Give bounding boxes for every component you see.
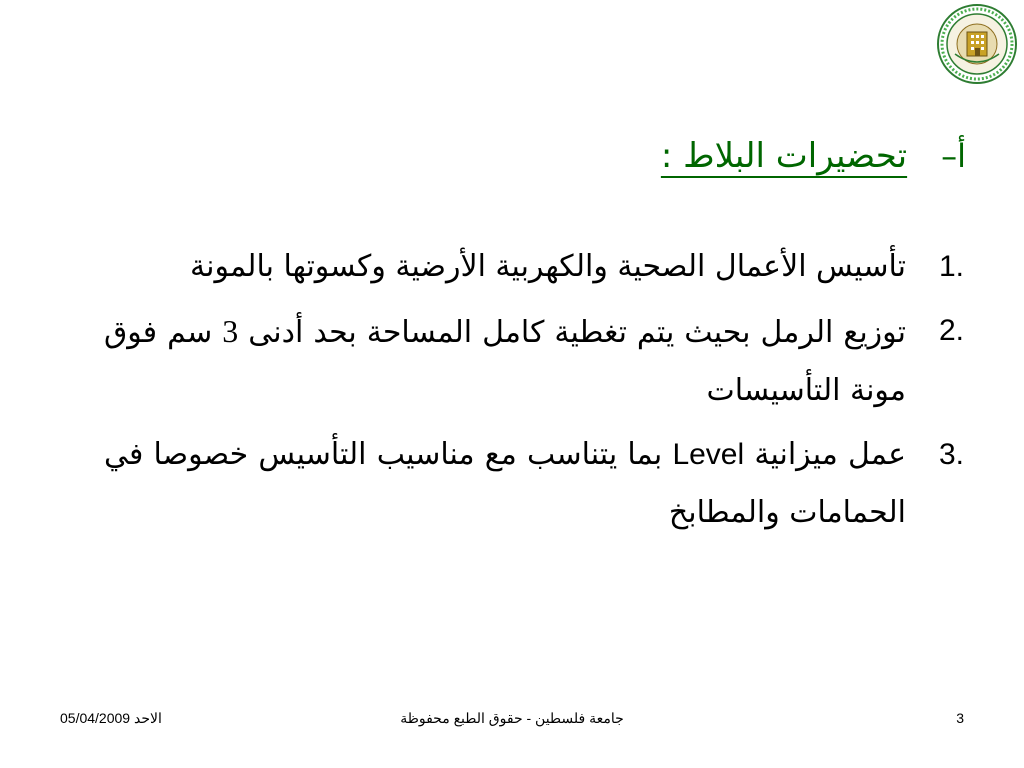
list-item bbox=[104, 302, 964, 420]
footer-page-number: 3 bbox=[956, 710, 964, 726]
list-item-number: 1. bbox=[938, 250, 964, 283]
list-item-value: 3 bbox=[222, 313, 239, 349]
footer-copyright: جامعة فلسطين - حقوق الطبع محفوظة bbox=[400, 710, 624, 726]
list-item bbox=[104, 238, 964, 296]
list-item-text-part: عمل ميزانية bbox=[754, 437, 907, 472]
list-item-text bbox=[104, 426, 906, 542]
list-item-text-part: سم فوق مونة التأسيسات bbox=[104, 315, 906, 408]
list-item-text-part: بما يتناسب مع مناسيب التأسيس خصوصا في الحمامات والمطابخ bbox=[104, 437, 906, 530]
list-item-text-part: توزيع الرمل بحيث يتم تغطية كامل المساحة بحد أدنى bbox=[248, 315, 906, 350]
slide-content-list bbox=[104, 238, 964, 548]
slide-heading bbox=[661, 128, 966, 184]
list-item bbox=[104, 426, 964, 542]
university-seal-icon bbox=[937, 4, 1017, 84]
heading-marker: أ– bbox=[941, 137, 966, 175]
footer-date: الاحد 05/04/2009 bbox=[60, 710, 162, 726]
list-item-number: 3. bbox=[938, 438, 964, 471]
university-logo bbox=[937, 4, 1017, 84]
list-item-text: تأسيس الأعمال الصحية والكهربية الأرضية وكسوتها بالمونة bbox=[190, 249, 906, 284]
list-item-number: 2. bbox=[938, 314, 964, 347]
list-item-text bbox=[104, 302, 906, 420]
list-item-latin-word: Level bbox=[672, 438, 745, 471]
heading-title: تحضيرات البلاط : bbox=[660, 136, 908, 176]
